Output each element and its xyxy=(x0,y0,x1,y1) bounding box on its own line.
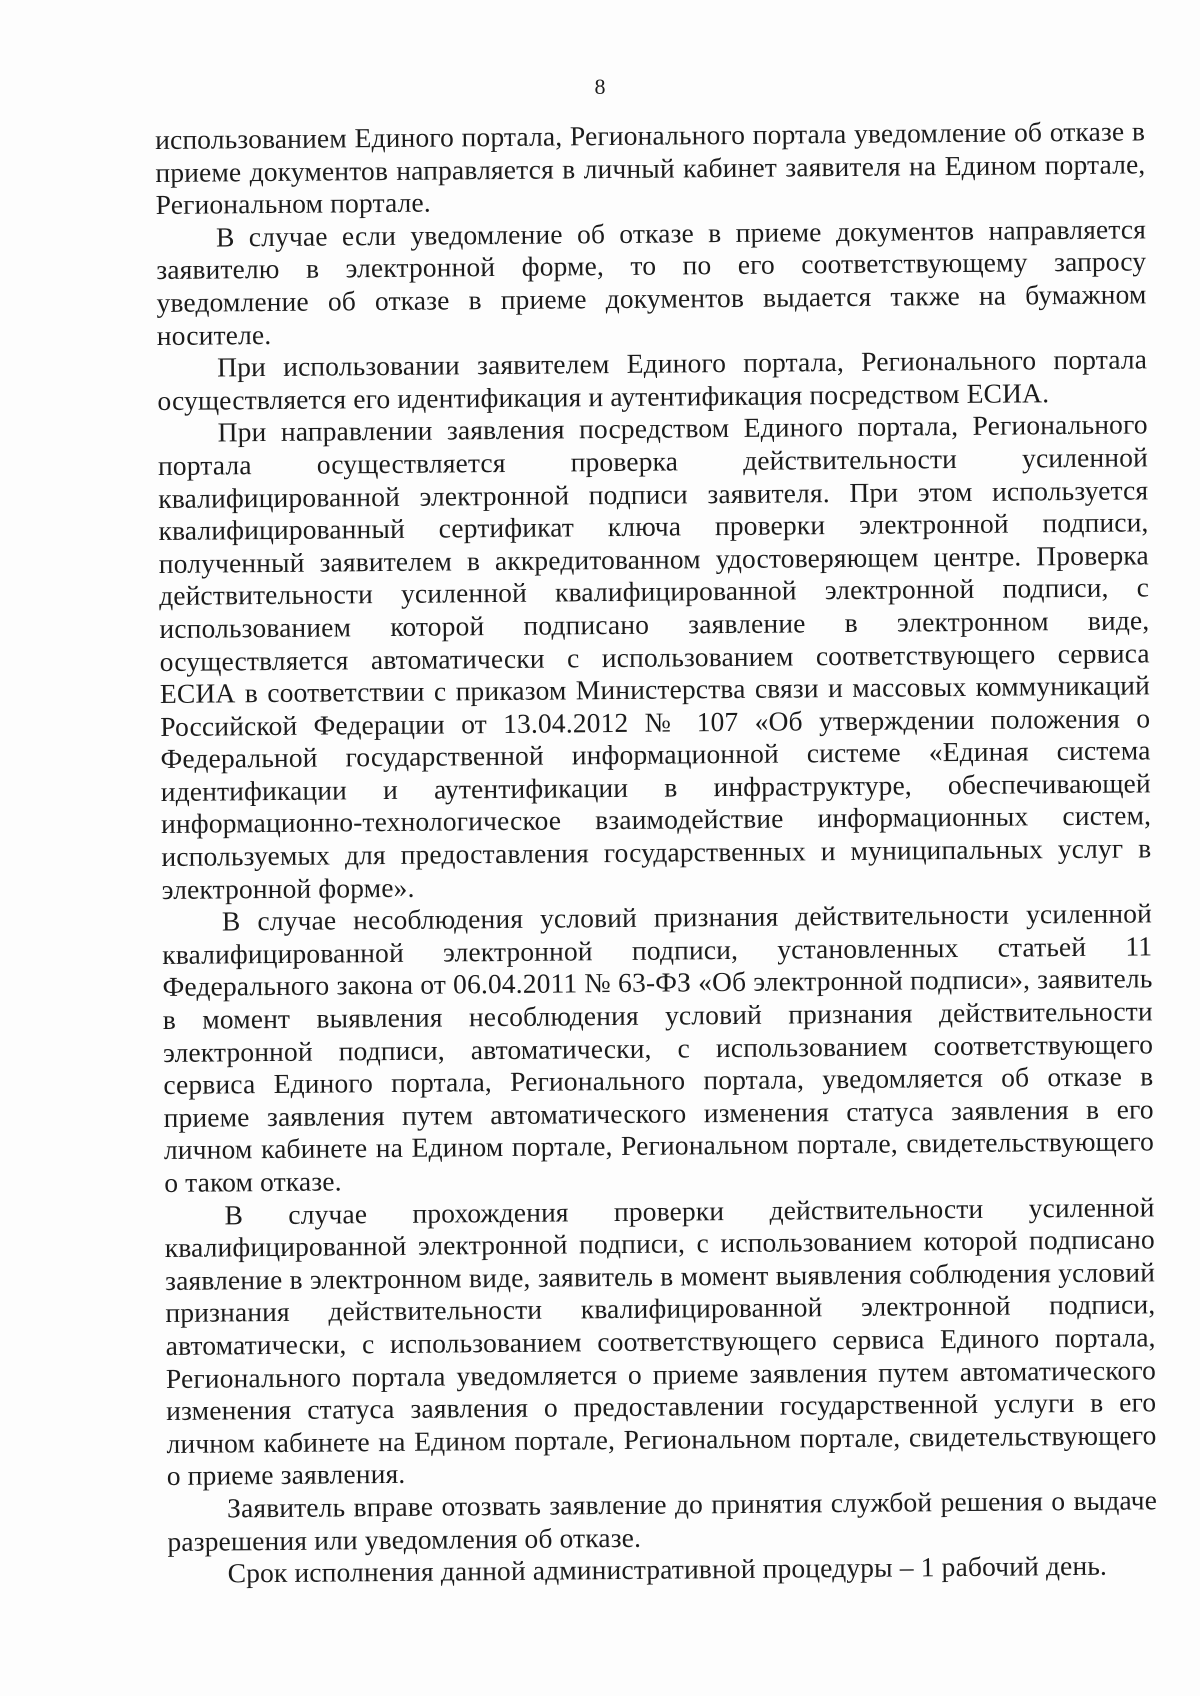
document-body xyxy=(155,115,1158,1590)
paragraph: При направлении заявления посредством Единого портала, Регионального портала осуществляется проверка действительности усиленной квалифицированной электронной подписи заявителя. При этом используется квалифицированный сертификат ключа проверки электронной подписи, полученный заявителем в аккредитованном удостоверяющем центре. Проверка действительности усиленной квалифицированной электронной подписи, с использованием которой подписано заявление в электронном виде, осуществляется автоматически с использованием соответствующего сервиса ЕСИА в соответствии с приказом Министерства связи и массовых коммуникаций Российской Федерации от 13.04.2012 № 107 «Об утверждении положения о Федеральной государственной информационной системе «Единая система идентификации и аутентификации в инфраструктуре, обеспечивающей информационно-технологическое взаимодействие информационных систем, используемых для предоставления государственных и муниципальных услуг в электронной форме». xyxy=(157,408,1152,905)
page-number: 8 xyxy=(594,74,606,99)
paragraph: В случае если уведомление об отказе в приеме документов направляется заявителю в электронной форме, то по его соответствующему запросу уведомление об отказе в приеме документов выдается также на бумажном носителе. xyxy=(156,213,1147,351)
paragraph: В случае прохождения проверки действительности усиленной квалифицированной электронной подписи, с использованием которой подписано заявление в электронном виде, заявитель в момент выявления соблюдения условий признания действительности квалифицированной электронной подписи, автоматически, с использованием соответствующего сервиса Единого портала, Регионального портала уведомляется о приеме заявления путем автоматического изменения статуса заявления о предоставлении государственной услуги в его личном кабинете на Едином портале, Региональном портале, свидетельствующего о приеме заявления. xyxy=(164,1190,1157,1492)
paragraph: При использовании заявителем Единого портала, Регионального портала осуществляется его идентификация и аутентификация посредством ЕСИА. xyxy=(157,343,1148,416)
paragraph: Срок исполнения данной административной процедуры – 1 рабочий день. xyxy=(227,1549,1108,1589)
paragraph: использованием Единого портала, Регионального портала уведомление об отказе в приеме документов направляется в личный кабинет заявителя на Едином портале, Региональном портале. xyxy=(155,115,1146,221)
paragraph: Заявитель вправе отозвать заявление до принятия службой решения о выдаче разрешения или уведомления об отказе. xyxy=(167,1484,1158,1557)
paragraph: В случае несоблюдения условий признания действительности усиленной квалифицированной электронной подписи, установленных статьей 11 Федерального закона от 06.04.2011 № 63-ФЗ «Об электронной подписи», заявитель в момент выявления несоблюдения условий признания действительности электронной подписи, автоматически, с использованием соответствующего сервиса Единого портала, Регионального портала, уведомляется об отказе в приеме заявления путем автоматического изменения статуса заявления в его личном кабинете на Едином портале, Региональном портале, свидетельствующего о таком отказе. xyxy=(162,897,1155,1198)
